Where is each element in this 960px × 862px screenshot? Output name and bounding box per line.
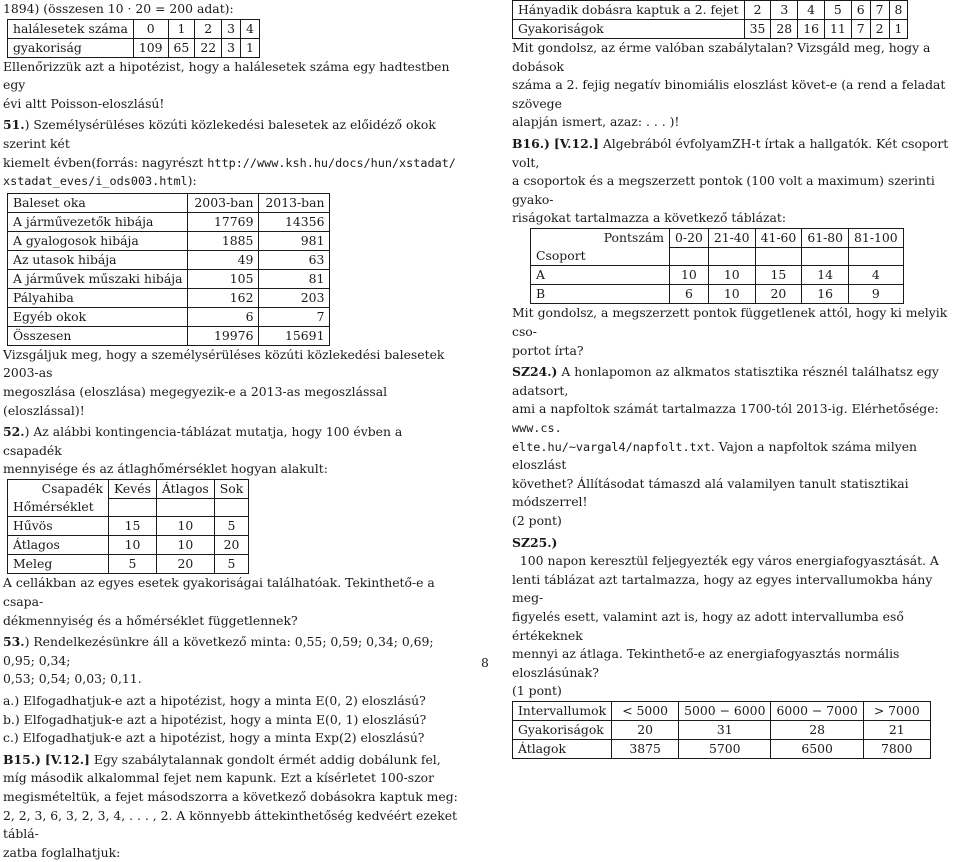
table-cell: 6 (188, 307, 259, 326)
problem-number: 51. (3, 117, 25, 133)
paragraph-text: . Vajon a napfoltok száma milyen eloszlást (512, 438, 918, 473)
table-cell: 4 (798, 1, 825, 20)
table-row (8, 307, 330, 326)
table-cell: 20 (156, 555, 214, 574)
problem-sz24 (512, 363, 956, 400)
table-cell: 8 (889, 1, 908, 20)
paragraph-text: ) Rendelkezésünkre áll a következő minta: 0,55; 0,59; 0,34; 0,69; 0,95; 0,34; (3, 634, 434, 668)
table-cell: 3 (222, 19, 241, 38)
problem-sz25 (512, 534, 956, 571)
column-header: Pontszám (531, 228, 670, 247)
table-cell: 1 (889, 20, 908, 39)
question-c: c.) Elfogadhatjuk-e azt a hipotézist, hogy a minta Exp(2) eloszlású? (3, 730, 425, 746)
table-cell: 5000 − 6000 (679, 701, 771, 720)
table-cell: 10 (708, 285, 755, 304)
table-cell: 203 (259, 288, 330, 307)
data-url-cont[interactable]: elte.hu/~vargal4/napfolt.txt (512, 439, 711, 454)
table-cell: 1 (168, 19, 195, 38)
column-header: 41-60 (755, 228, 802, 247)
table-cell: 63 (259, 250, 330, 269)
table-cell: Meleg (8, 555, 109, 574)
table-cell: 11 (824, 20, 851, 39)
table-cell: < 5000 (612, 701, 679, 720)
table-cell: A járművezetők hibája (8, 212, 188, 231)
table-row (8, 517, 249, 536)
table-cell: 10 (156, 517, 214, 536)
column-header: 2003-ban (188, 193, 259, 212)
table-cell: 5 (109, 555, 157, 574)
table-cell: 3 (771, 1, 798, 20)
paragraph: évi altt Poisson-eloszlású! (3, 95, 165, 111)
table-cell: 20 (612, 720, 679, 739)
table-cell: 22 (195, 38, 222, 57)
table-cell: 105 (188, 269, 259, 288)
table-cell: Pályahiba (8, 288, 188, 307)
paragraph: mennyisége és az átlaghőmérséklet hogyan alakult: (3, 461, 328, 477)
source-url[interactable]: http://www.ksh.hu/docs/hun/xstadat/ (207, 155, 456, 170)
table-cell: 10 (670, 266, 709, 285)
problem-51 (3, 116, 458, 153)
table-cell: 15 (755, 266, 802, 285)
table-cell: 10 (109, 536, 157, 555)
table-cell: A gyalogosok hibája (8, 231, 188, 250)
paragraph: 0,53; 0,54; 0,03; 0,11. (3, 671, 142, 687)
page-number: 8 (481, 655, 489, 670)
column-header: 0-20 (670, 228, 709, 247)
paragraph-text: ) Személysérüléses közúti közlekedési balesetek az előidéző okok szerint két (3, 117, 436, 151)
question-a: a.) Elfogadhatjuk-e azt a hipotézist, hogy a minta E(0, 2) eloszlású? (3, 692, 426, 708)
table-cell: Gyakoriságok (513, 720, 612, 739)
table-cell: 981 (259, 231, 330, 250)
paragraph: Ellenőrizzük azt a hipotézist, hogy a halálesetek száma egy hadtestben egy (3, 58, 450, 93)
table-row (8, 536, 249, 555)
table-cell: 2 (744, 1, 771, 20)
table-row (513, 701, 931, 720)
table-row (8, 555, 249, 574)
column-header: 81-100 (849, 228, 904, 247)
problem-number: B16.) (512, 135, 550, 151)
paragraph: mennyi az átlaga. Tekinthető-e az energiafogyasztás normális eloszlásúnak? (512, 646, 900, 680)
paragraph: Vizsgáljuk meg, hogy a személysérüléses közúti közlekedési balesetek 2003-as (3, 346, 445, 381)
table-cell: halálesetek száma (8, 19, 134, 38)
table-cell: 10 (156, 536, 214, 555)
problem-ref: [V.12.] (44, 751, 90, 767)
table-cell: 4 (849, 266, 904, 285)
energy-table (512, 701, 931, 759)
column-header: Sok (214, 479, 248, 498)
paragraph-text: kiemelt évben(forrás: nagyrészt (3, 154, 208, 170)
left-column (3, 0, 458, 862)
problem-number: 52. (3, 424, 25, 440)
paragraph: A cellákban az egyes esetek gyakoriságai találhatóak. Tekinthető-e a csapa- (3, 575, 435, 609)
table-cell: 28 (771, 20, 798, 39)
table-cell: 2 (870, 20, 889, 39)
table-cell: 7 (259, 307, 330, 326)
table-cell: gyakoriság (8, 38, 134, 57)
table-cell: 7 (870, 1, 889, 20)
table-row (531, 266, 904, 285)
column-header: Átlagos (156, 479, 214, 498)
table-cell: 28 (771, 720, 863, 739)
points: (1 pont) (512, 683, 562, 699)
table-cell: 14 (802, 266, 849, 285)
coin-toss-table (512, 0, 908, 39)
column-header: 21-40 (708, 228, 755, 247)
table-cell: 7 (851, 20, 870, 39)
table-row (513, 739, 931, 758)
column-header: Csapadék (8, 479, 109, 498)
table-cell: 6 (670, 285, 709, 304)
table-cell: 5 (214, 555, 248, 574)
problem-53 (3, 633, 458, 670)
table-cell: Átlagos (8, 536, 109, 555)
table-cell: 162 (188, 288, 259, 307)
table-cell: B (531, 285, 670, 304)
column-header: Kevés (109, 479, 157, 498)
table-cell: Az utasok hibája (8, 250, 188, 269)
table-row (531, 285, 904, 304)
paragraph: Mit gondolsz, az érme valóban szabálytalan? Vizsgáld meg, hogy a dobások (512, 40, 931, 74)
table-row (8, 212, 330, 231)
problem-52 (3, 423, 458, 460)
column-header: 61-80 (802, 228, 849, 247)
table-cell: 6 (851, 1, 870, 20)
paragraph: portot írta? (512, 342, 584, 358)
table-row (8, 38, 260, 57)
table-row (8, 19, 260, 38)
table-cell: 21 (863, 720, 930, 739)
paragraph: zatba foglalhatjuk: (3, 844, 121, 860)
table-cell: > 7000 (863, 701, 930, 720)
row-header-title: Hőmérséklet (8, 498, 109, 517)
problem-b16 (512, 135, 956, 172)
table-cell: A (531, 266, 670, 285)
table-row (8, 288, 330, 307)
contingency-table (7, 479, 249, 575)
table-subheader-row (8, 498, 249, 517)
accident-causes-table (7, 193, 330, 346)
table-cell: 31 (679, 720, 771, 739)
paragraph: lenti táblázat azt tartalmazza, hogy az egyes intervallumokba hány meg- (512, 571, 933, 606)
question-b: b.) Elfogadhatjuk-e azt a hipotézist, hogy a minta E(0, 1) eloszlású? (3, 711, 427, 727)
table-cell: 5 (824, 1, 851, 20)
table-cell: Hányadik dobásra kaptuk a 2. fejet (513, 1, 745, 20)
table-cell: 20 (214, 536, 248, 555)
table-cell: 17769 (188, 212, 259, 231)
table-row (513, 1, 908, 20)
table-header-row (8, 193, 330, 212)
problem-number: SZ24.) (512, 364, 558, 380)
table-cell: 1 (240, 38, 259, 57)
problem-b15 (3, 751, 458, 770)
paragraph (512, 400, 956, 437)
paragraph-text: Egy szabálytalannak gondolt érmét addig dobálunk fel, (89, 751, 441, 767)
source-url-cont[interactable]: xstadat_eves/i_ods003.html (3, 174, 188, 189)
paragraph (512, 438, 956, 475)
table-row (8, 269, 330, 288)
death-frequency-table (7, 19, 260, 58)
table-cell: 9 (849, 285, 904, 304)
paragraph (3, 172, 458, 191)
table-cell: Gyakoriságok (513, 20, 745, 39)
right-column (512, 0, 956, 759)
table-row (513, 20, 908, 39)
paragraph-text: ): (187, 173, 197, 189)
table-cell: 1885 (188, 231, 259, 250)
paragraph: megoszlása (eloszlása) megegyezik-e a 2013-as megoszlással (eloszlással)! (3, 383, 388, 418)
paragraph: száma a 2. fejig negatív binomiális eloszlást követ-e (a rend a feladat szövege (512, 77, 946, 111)
paragraph: riságokat tartalmazza a következő táblázat: (512, 210, 787, 226)
table-cell: 15 (109, 517, 157, 536)
problem-number: B15.) (3, 751, 41, 767)
paragraph: Mit gondolsz, a megszerzett pontok függetlenek attól, hogy ki melyik cso- (512, 305, 948, 340)
paragraph: 2, 2, 3, 6, 3, 2, 3, 4, . . . , 2. A könnyebb áttekinthetőség kedvéért ezeket táblá- (3, 807, 458, 842)
table-cell: Intervallumok (513, 701, 612, 720)
points: (2 pont) (512, 512, 562, 528)
table-cell: 2 (195, 19, 222, 38)
table-cell: 14356 (259, 212, 330, 231)
table-cell: 109 (133, 38, 168, 57)
column-header: 2013-ban (259, 193, 330, 212)
table-cell: 16 (802, 285, 849, 304)
table-cell: 4 (240, 19, 259, 38)
paragraph: figyelés esett, valamint azt is, hogy az adott intervallumba eső értékeknek (512, 608, 904, 643)
table-cell: A járművek műszaki hibája (8, 269, 188, 288)
table-cell: 6000 − 7000 (771, 701, 863, 720)
paragraph: a csoportok és a megszerzett pontok (100 volt a maximum) szerinti gyako- (512, 173, 935, 207)
exam-scores-table (530, 228, 904, 305)
table-cell: 49 (188, 250, 259, 269)
paragraph-text: ami a napfoltok számát tartalmazza 1700-tól 2013-ig. Elérhetősége: (512, 401, 939, 417)
table-cell: 65 (168, 38, 195, 57)
paragraph: alapján ismert, azaz: . . . )! (512, 114, 680, 130)
table-cell: Összesen (8, 326, 188, 345)
table-cell: 35 (744, 20, 771, 39)
table-total-row (8, 326, 330, 345)
table-cell: 3875 (612, 739, 679, 758)
table-row (8, 231, 330, 250)
table-header-row (531, 228, 904, 247)
problem-number: SZ25.) (512, 534, 558, 550)
row-header-title: Csoport (531, 247, 670, 266)
table-subheader-row (531, 247, 904, 266)
table-cell: 10 (708, 266, 755, 285)
problem-ref: [V.12.] (553, 135, 599, 151)
table-cell: 81 (259, 269, 330, 288)
table-cell: 20 (755, 285, 802, 304)
table-cell: Hűvös (8, 517, 109, 536)
table-header-row (8, 479, 249, 498)
table-cell: Átlagok (513, 739, 612, 758)
table-cell: 3 (222, 38, 241, 57)
data-url[interactable]: www.cs. (512, 421, 562, 435)
paragraph-text: Algebrából évfolyamZH-t írtak a hallgatók. Két csoport volt, (512, 135, 949, 170)
paragraph: követhet? Állításodat támaszd alá valamilyen tanult statisztikai módszerrel! (512, 475, 909, 510)
line-1894: 1894) (összesen 10 · 20 = 200 adat): (3, 1, 234, 16)
table-cell: 7800 (863, 739, 930, 758)
paragraph: míg második alkalommal fejet nem kapunk. Ezt a kísérletet 100-szor (3, 770, 435, 786)
paragraph-text: 100 napon keresztül feljegyezték egy város energiafogyasztását. A (512, 553, 939, 569)
table-cell: 5700 (679, 739, 771, 758)
table-cell: Egyéb okok (8, 307, 188, 326)
table-cell: 0 (133, 19, 168, 38)
column-header: Baleset oka (8, 193, 188, 212)
table-cell: 19976 (188, 326, 259, 345)
paragraph-text: A honlapomon az alkmatos statisztika résznél találhatsz egy adatsort, (512, 364, 939, 398)
table-cell: 16 (798, 20, 825, 39)
table-row (513, 720, 931, 739)
table-row (8, 250, 330, 269)
paragraph: dékmennyiség és a hőmérséklet függetlennek? (3, 612, 298, 628)
table-cell: 5 (214, 517, 248, 536)
table-cell: 15691 (259, 326, 330, 345)
paragraph-text: ) Az alábbi kontingencia-táblázat mutatja, hogy 100 évben a csapadék (3, 424, 403, 458)
problem-number: 53. (3, 634, 25, 650)
table-cell: 6500 (771, 739, 863, 758)
paragraph: megismételtük, a fejet másodszorra a következő dobásokra kaptuk meg: (3, 788, 458, 804)
paragraph (3, 154, 458, 173)
